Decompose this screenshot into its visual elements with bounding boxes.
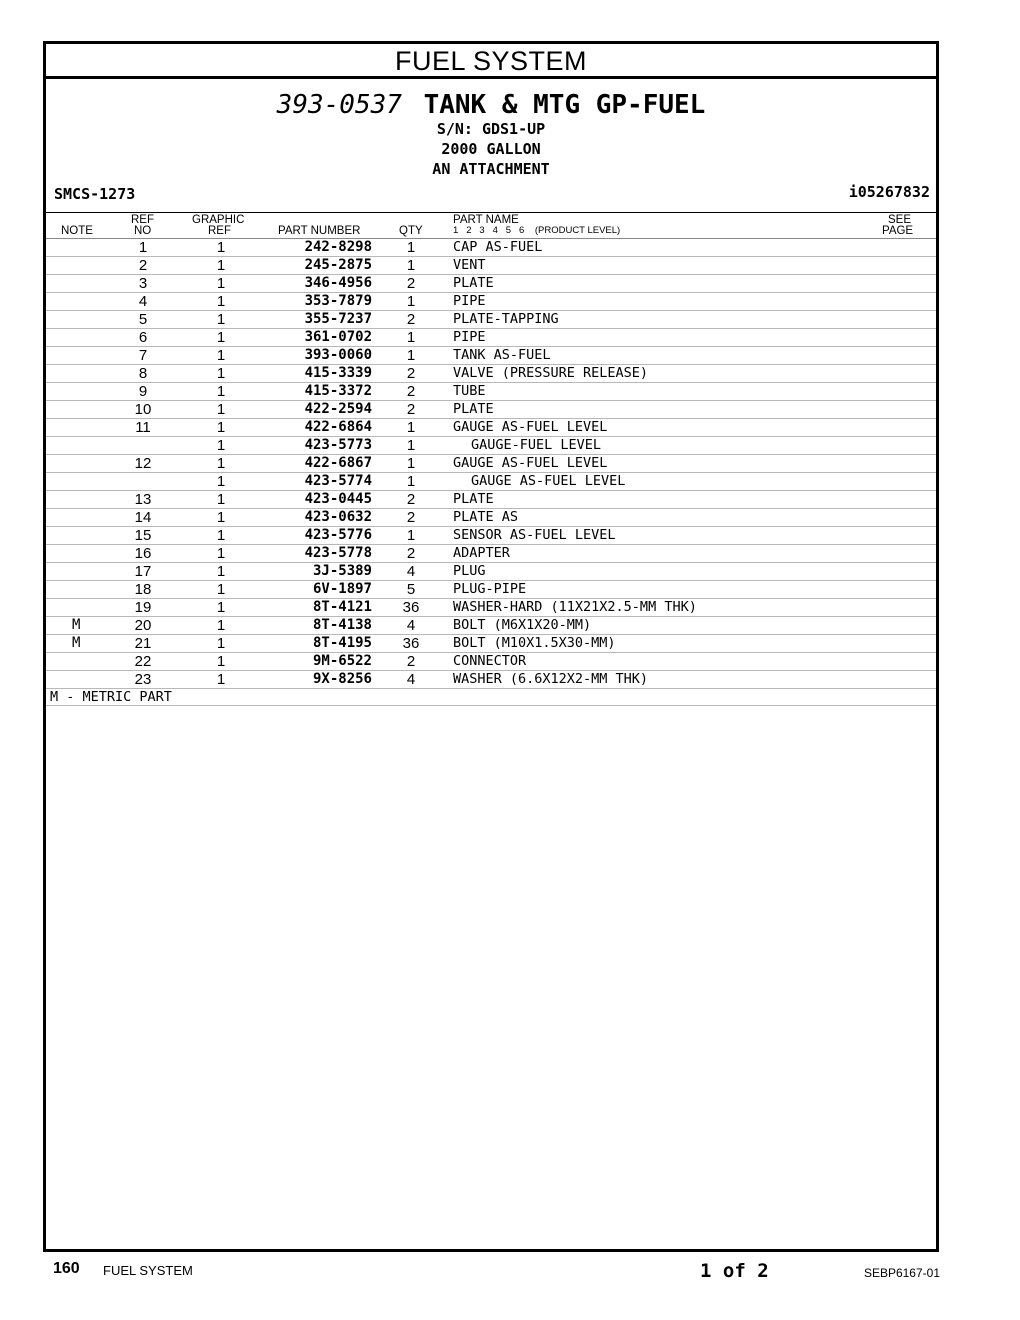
table-row xyxy=(46,563,936,581)
graphic-ref-cell: 1 xyxy=(216,293,226,310)
part-name-cell: PLATE xyxy=(453,491,494,507)
graphic-ref-cell: 1 xyxy=(216,635,226,652)
graphic-ref-cell: 1 xyxy=(216,527,226,544)
table-row xyxy=(46,527,936,545)
part-number-cell: 9X-8256 xyxy=(312,671,372,687)
col-part-number: PART NUMBER xyxy=(278,225,361,237)
col-graphic-top: GRAPHIC xyxy=(192,214,245,226)
graphic-ref-cell: 1 xyxy=(216,653,226,670)
part-name-cell: PLUG xyxy=(453,563,486,579)
page-footer xyxy=(53,1258,940,1284)
graphic-ref-cell: 1 xyxy=(216,617,226,634)
table-row xyxy=(46,491,936,509)
table-row xyxy=(46,599,936,617)
ref-no-cell: 1 xyxy=(138,239,148,256)
part-name-cell: TUBE xyxy=(453,383,486,399)
ref-no-cell: 17 xyxy=(134,563,152,580)
group-part-number: 393-0537 xyxy=(276,90,402,120)
graphic-ref-cell: 1 xyxy=(216,347,226,364)
part-number-cell: 353-7879 xyxy=(304,293,372,309)
part-number-cell: 346-4956 xyxy=(304,275,372,291)
part-number-cell: 423-0632 xyxy=(304,509,372,525)
qty-cell: 2 xyxy=(406,509,416,526)
ref-no-cell: 7 xyxy=(138,347,148,364)
part-number-cell: 393-0060 xyxy=(304,347,372,363)
smcs-code: SMCS-1273 xyxy=(54,185,136,203)
part-name-cell: VALVE (PRESSURE RELEASE) xyxy=(453,365,649,381)
part-name-cell: PLATE AS xyxy=(453,509,519,525)
document-number: SEBP6167-01 xyxy=(863,1266,940,1280)
part-name-cell: WASHER-HARD (11X21X2.5-MM THK) xyxy=(453,599,697,615)
part-number-cell: 245-2875 xyxy=(304,257,372,273)
col-note: NOTE xyxy=(61,225,93,237)
table-row xyxy=(46,365,936,383)
part-name-cell: CONNECTOR xyxy=(453,653,527,669)
column-headers xyxy=(46,212,936,239)
part-number-cell: 355-7237 xyxy=(304,311,372,327)
ref-no-cell: 14 xyxy=(134,509,152,526)
qty-cell: 1 xyxy=(406,455,416,472)
page-number: 160 xyxy=(53,1260,80,1277)
ref-no-cell: 22 xyxy=(134,653,152,670)
part-name-cell: GAUGE AS-FUEL LEVEL xyxy=(471,473,626,489)
table-row xyxy=(46,293,936,311)
col-see-bottom: PAGE xyxy=(882,225,914,237)
part-number-cell: 423-5774 xyxy=(304,473,372,489)
group-title xyxy=(46,90,936,120)
table-row xyxy=(46,275,936,293)
part-name-cell: TANK AS-FUEL xyxy=(453,347,551,363)
part-number-cell: 9M-6522 xyxy=(312,653,372,669)
part-number-cell: 242-8298 xyxy=(304,239,372,255)
part-name-cell: CAP AS-FUEL xyxy=(453,239,543,255)
graphic-ref-cell: 1 xyxy=(216,239,226,256)
ref-no-cell: 15 xyxy=(134,527,152,544)
qty-cell: 1 xyxy=(406,293,416,310)
part-number-cell: 8T-4195 xyxy=(312,635,372,651)
graphic-ref-cell: 1 xyxy=(216,275,226,292)
table-row xyxy=(46,473,936,491)
qty-cell: 1 xyxy=(406,329,416,346)
graphic-ref-cell: 1 xyxy=(216,311,226,328)
graphic-ref-cell: 1 xyxy=(216,455,226,472)
part-name-cell: ADAPTER xyxy=(453,545,510,561)
qty-cell: 1 xyxy=(406,347,416,364)
graphic-ref-cell: 1 xyxy=(216,329,226,346)
ref-no-cell: 23 xyxy=(134,671,152,688)
qty-cell: 1 xyxy=(406,239,416,256)
part-name-cell: WASHER (6.6X12X2-MM THK) xyxy=(453,671,649,687)
group-header xyxy=(46,79,936,212)
part-name-cell: PLATE-TAPPING xyxy=(453,311,559,327)
qty-cell: 1 xyxy=(406,257,416,274)
ref-no-cell: 11 xyxy=(135,419,151,436)
part-name-cell: GAUGE AS-FUEL LEVEL xyxy=(453,419,608,435)
section-title: FUEL SYSTEM xyxy=(46,44,936,79)
col-product-levels: 1 2 3 4 5 6 (PRODUCT LEVEL) xyxy=(453,225,621,236)
table-row xyxy=(46,329,936,347)
graphic-ref-cell: 1 xyxy=(216,257,226,274)
part-name-cell: PLATE xyxy=(453,401,494,417)
part-number-cell: 3J-5389 xyxy=(312,563,372,579)
table-row xyxy=(46,311,936,329)
attachment-type: AN ATTACHMENT xyxy=(432,160,550,178)
capacity: 2000 GALLON xyxy=(441,140,541,158)
graphic-ref-cell: 1 xyxy=(216,599,226,616)
ref-no-cell: 6 xyxy=(138,329,148,346)
qty-cell: 2 xyxy=(406,653,416,670)
part-number-cell: 423-5778 xyxy=(304,545,372,561)
table-row xyxy=(46,671,936,689)
ref-no-cell: 4 xyxy=(138,293,148,310)
graphic-ref-cell: 1 xyxy=(216,671,226,688)
graphic-ref-cell: 1 xyxy=(216,437,226,454)
table-row xyxy=(46,653,936,671)
table-row xyxy=(46,635,936,653)
table-row xyxy=(46,455,936,473)
graphic-ref-cell: 1 xyxy=(216,491,226,508)
qty-cell: 2 xyxy=(406,365,416,382)
qty-cell: 1 xyxy=(406,419,416,436)
table-row xyxy=(46,257,936,275)
metric-part-note: M - METRIC PART xyxy=(46,689,936,706)
col-part-name: PART NAME xyxy=(453,214,519,226)
qty-cell: 1 xyxy=(406,473,416,490)
part-number-cell: 6V-1897 xyxy=(312,581,372,597)
qty-cell: 36 xyxy=(402,635,420,652)
qty-cell: 2 xyxy=(406,491,416,508)
ref-no-cell: 2 xyxy=(138,257,148,274)
col-ref-top: REF xyxy=(131,214,154,226)
illustration-id: i05267832 xyxy=(848,183,930,201)
ref-no-cell: 10 xyxy=(134,401,152,418)
table-row xyxy=(46,509,936,527)
parts-list xyxy=(46,239,936,689)
graphic-ref-cell: 1 xyxy=(216,365,226,382)
qty-cell: 2 xyxy=(406,383,416,400)
note-cell: M xyxy=(72,635,81,651)
ref-no-cell: 19 xyxy=(134,599,152,616)
qty-cell: 1 xyxy=(406,527,416,544)
part-number-cell: 422-2594 xyxy=(304,401,372,417)
table-row xyxy=(46,617,936,635)
qty-cell: 2 xyxy=(406,401,416,418)
part-number-cell: 8T-4138 xyxy=(312,617,372,633)
part-name-cell: PLUG-PIPE xyxy=(453,581,527,597)
table-row xyxy=(46,239,936,257)
group-name: TANK & MTG GP-FUEL xyxy=(423,90,706,120)
graphic-ref-cell: 1 xyxy=(216,545,226,562)
qty-cell: 2 xyxy=(406,311,416,328)
qty-cell: 2 xyxy=(406,545,416,562)
part-number-cell: 423-5776 xyxy=(304,527,372,543)
table-row xyxy=(46,383,936,401)
graphic-ref-cell: 1 xyxy=(216,581,226,598)
ref-no-cell: 13 xyxy=(134,491,152,508)
graphic-ref-cell: 1 xyxy=(216,509,226,526)
graphic-ref-cell: 1 xyxy=(216,563,226,580)
part-number-cell: 423-5773 xyxy=(304,437,372,453)
part-name-cell: BOLT (M10X1.5X30-MM) xyxy=(453,635,616,651)
part-number-cell: 423-0445 xyxy=(304,491,372,507)
part-name-cell: GAUGE-FUEL LEVEL xyxy=(471,437,602,453)
table-row xyxy=(46,545,936,563)
part-name-cell: PIPE xyxy=(453,329,486,345)
ref-no-cell: 16 xyxy=(134,545,152,562)
col-qty: QTY xyxy=(399,225,423,237)
footer-section: FUEL SYSTEM xyxy=(103,1263,193,1278)
table-row xyxy=(46,419,936,437)
ref-no-cell: 9 xyxy=(138,383,148,400)
qty-cell: 5 xyxy=(406,581,416,598)
ref-no-cell: 21 xyxy=(134,635,152,652)
part-number-cell: 415-3339 xyxy=(304,365,372,381)
part-name-cell: BOLT (M6X1X20-MM) xyxy=(453,617,592,633)
ref-no-cell: 20 xyxy=(134,617,152,634)
part-number-cell: 422-6867 xyxy=(304,455,372,471)
ref-no-cell: 12 xyxy=(134,455,152,472)
ref-no-cell: 3 xyxy=(138,275,148,292)
part-number-cell: 422-6864 xyxy=(304,419,372,435)
table-row xyxy=(46,347,936,365)
page-count: 1 of 2 xyxy=(700,1260,769,1282)
ref-no-cell: 18 xyxy=(134,581,152,598)
graphic-ref-cell: 1 xyxy=(216,383,226,400)
part-name-cell: PLATE xyxy=(453,275,494,291)
qty-cell: 4 xyxy=(406,671,416,688)
part-name-cell: SENSOR AS-FUEL LEVEL xyxy=(453,527,616,543)
part-name-cell: PIPE xyxy=(453,293,486,309)
graphic-ref-cell: 1 xyxy=(216,401,226,418)
part-name-cell: VENT xyxy=(453,257,486,273)
ref-no-cell: 5 xyxy=(138,311,148,328)
qty-cell: 4 xyxy=(406,617,416,634)
qty-cell: 1 xyxy=(406,437,416,454)
col-ref-bottom: NO xyxy=(134,225,152,237)
col-graphic-bottom: REF xyxy=(208,225,231,237)
parts-page-frame xyxy=(43,41,939,1252)
qty-cell: 4 xyxy=(406,563,416,580)
part-number-cell: 415-3372 xyxy=(304,383,372,399)
part-name-cell: GAUGE AS-FUEL LEVEL xyxy=(453,455,608,471)
part-number-cell: 8T-4121 xyxy=(312,599,372,615)
graphic-ref-cell: 1 xyxy=(216,419,226,436)
serial-range: S/N: GDS1-UP xyxy=(436,120,546,138)
table-row xyxy=(46,401,936,419)
graphic-ref-cell: 1 xyxy=(216,473,226,490)
qty-cell: 36 xyxy=(402,599,420,616)
table-row xyxy=(46,581,936,599)
col-see-top: SEE xyxy=(888,214,912,226)
part-number-cell: 361-0702 xyxy=(304,329,372,345)
table-row xyxy=(46,437,936,455)
note-cell: M xyxy=(72,617,81,633)
ref-no-cell: 8 xyxy=(138,365,148,382)
qty-cell: 2 xyxy=(406,275,416,292)
